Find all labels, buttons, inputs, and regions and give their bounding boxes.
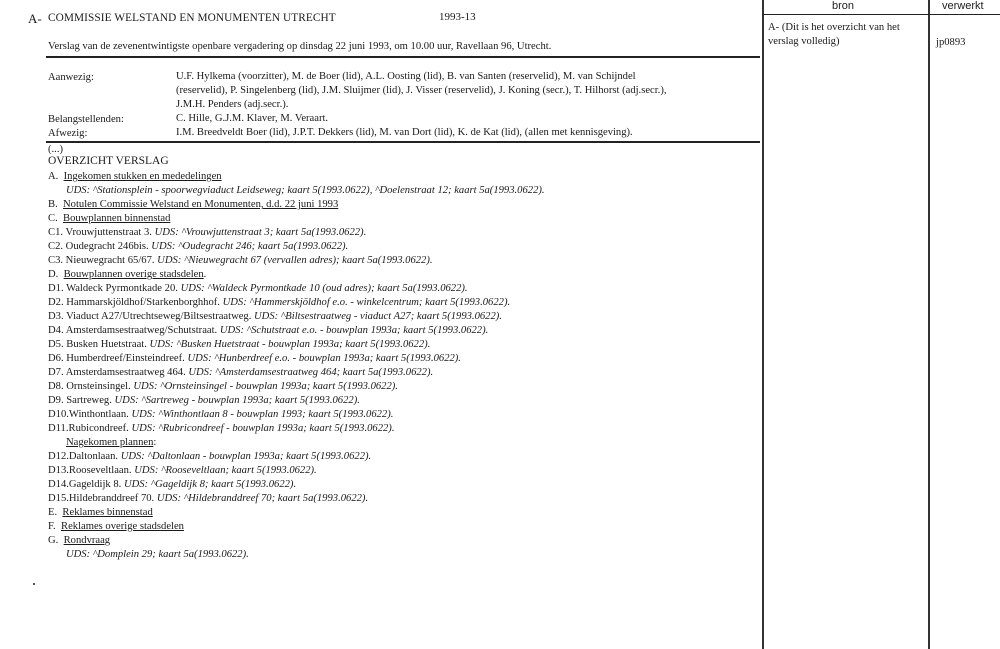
item-name: Winthontlaan. [68,409,129,420]
attendance-divider [46,141,760,143]
present-label: Aanwezig: [48,72,94,83]
item-uds: UDS: ^Hunberdreef e.o. - bouwplan 1993a; kaart 5(1993.0622). [187,353,461,364]
section-g-code: G. [48,535,59,546]
item-name: Viaduct A27/Utrechtseweg/Biltsestraatweg. [66,311,252,322]
item-uds: UDS: ^Amsterdamsestraatweg 464; kaart 5a(1993.0622). [188,367,434,378]
section-a-title: Ingekomen stukken en mededelingen [63,171,222,182]
list-item [48,324,488,337]
section-d [48,268,206,281]
section-g-title: Rondvraag [63,535,111,546]
bron-header: bron [832,0,855,12]
item-name: Busken Huetstraat. [66,339,147,350]
section-e-title: Reklames binnenstad [62,507,153,518]
item-name: Waldeck Pyrmontkade 20. [66,283,178,294]
stakeholders-label: Belangstellenden: [48,114,124,125]
section-e-code: E. [48,507,58,518]
item-code: D2. [48,297,64,308]
section-d-title: Bouwplannen overige stadsdelen [63,269,204,280]
item-code: C1. [48,227,64,238]
panel-middle-border [928,0,930,649]
item-code: D6. [48,353,64,364]
list-item [48,478,296,491]
item-uds: UDS: ^Schutstraat e.o. - bouwplan 1993a; kaart 5(1993.0622). [219,325,489,336]
verwerkt-header: verwerkt [942,0,984,12]
section-d-code: D. [48,269,59,280]
item-name: Humberdreef/Einsteindreef. [66,353,185,364]
list-item [48,464,317,477]
item-name: Sartreweg. [66,395,112,406]
section-b-code: B. [48,199,58,210]
ellipsis: (...) [48,144,64,155]
item-uds: UDS: ^Hildebranddreef 70; kaart 5a(1993.0622). [156,493,369,504]
section-f-code: F. [48,521,56,532]
item-uds: UDS: ^Vrouwjuttenstraat 3; kaart 5a(1993.0622). [154,227,367,238]
section-g [48,534,110,547]
item-uds: UDS: ^Rubricondreef - bouwplan 1993a; kaart 5(1993.0622). [131,423,395,434]
present-line-1: U.F. Hylkema (voorzitter), M. de Boer (lid), A.L. Oosting (lid), B. van Santen (reservelid), M. van Schijndel [176,71,636,82]
item-uds: UDS: ^Sartreweg - bouwplan 1993a; kaart 5(1993.0622). [114,395,360,406]
document-title: COMMISSIE WELSTAND EN MONUMENTEN UTRECHT [48,12,336,24]
present-line-3: J.M.H. Penders (adj.secr.). [176,99,289,110]
bron-text: A- (Dit is het overzicht van het verslag volledig) [768,22,900,47]
item-code: D5. [48,339,64,350]
panel-left-border [762,0,764,649]
item-code: D1. [48,283,64,294]
late-plans-title: Nagekomen plannen [66,437,154,448]
item-uds: UDS: ^Biltsestraatweg - viaduct A27; kaart 5(1993.0622). [254,311,502,322]
item-name: Amsterdamsestraatweg/Schutstraat. [65,325,218,336]
section-f-title: Reklames overige stadsdelen [61,521,184,532]
item-name: Vrouwjuttenstraat 3. [65,227,152,238]
item-name: Oudegracht 246bis. [65,241,149,252]
item-code: D7. [48,367,64,378]
item-name: Nieuwegracht 65/67. [65,255,155,266]
item-code: D8. [48,381,64,392]
item-code: D12. [48,451,69,462]
late-plans-label [66,436,156,449]
item-code: D4. [48,325,64,336]
item-uds: UDS: ^Busken Huetstraat - bouwplan 1993a; kaart 5(1993.0622). [149,339,431,350]
item-uds: UDS: ^Waldeck Pyrmontkade 10 (oud adres); kaart 5a(1993.0622). [180,283,468,294]
item-code: D9. [48,395,64,406]
section-e [48,506,153,519]
item-name: Hammarskjöldhof/Starkenborghhof. [66,297,220,308]
list-item [48,282,468,295]
list-item [48,394,360,407]
section-b-title: Notulen Commissie Welstand en Monumenten, d.d. 22 juni 1993 [63,199,339,210]
list-item [48,310,502,323]
late-plans-suffix: : [153,437,157,448]
list-item [48,226,366,239]
section-c [48,212,170,225]
item-code: D13. [48,465,69,476]
item-name: Daltonlaan. [68,451,119,462]
section-c-title: Bouwplannen binnenstad [63,213,171,224]
list-item [48,422,394,435]
section-f [48,520,184,533]
item-code: C3. [48,255,64,266]
absent-names: I.M. Breedveldt Boer (lid), J.P.T. Dekkers (lid), M. van Dort (lid), K. de Kat (lid), (allen met kennisgeving). [176,127,633,138]
section-a-uds: UDS: ^Stationsplein - spoorwegviaduct Leidseweg; kaart 5(1993.0622), ^Doelenstraat 12; kaart 5a(1993.0622). [66,185,545,196]
item-uds: UDS: ^Oudegracht 246; kaart 5a(1993.0622). [151,241,349,252]
meeting-description: Verslag van de zevenentwintigste openbare vergadering op dinsdag 22 juni 1993, om 10.00 uur, Ravellaan 96, Utrecht. [48,41,552,52]
overview-heading: OVERZICHT VERSLAG [48,155,169,167]
title-prefix: A- [28,11,42,26]
item-code: D11. [48,423,69,434]
item-name: Gageldijk 8. [68,479,122,490]
section-g-uds: UDS: ^Domplein 29; kaart 5a(1993.0622). [66,549,249,560]
list-item [48,296,510,309]
list-item [48,380,398,393]
item-uds: UDS: ^Winthontlaan 8 - bouwplan 1993; kaart 5(1993.0622). [131,409,394,420]
item-name: Hildebranddreef 70. [68,493,155,504]
item-uds: UDS: ^Hammerskjöldhof e.o. - winkelcentrum; kaart 5(1993.0622). [222,297,511,308]
item-name: Rubicondreef. [68,423,129,434]
item-name: Ornsteinsingel. [66,381,131,392]
section-c-code: C. [48,213,58,224]
section-a [48,170,222,183]
item-uds: UDS: ^Nieuwegracht 67 (vervallen adres); kaart 5a(1993.0622). [157,255,433,266]
section-b [48,198,338,211]
item-code: D15. [48,493,69,504]
scan-speck [33,583,35,585]
present-line-2: (reservelid), P. Singelenberg (lid), J.M. Sluijmer (lid), J. Visser (reservelid), J. Koning (secr.), T. Hilhorst (adj.secr.), [176,85,667,96]
item-name: Amsterdamsestraatweg 464. [65,367,186,378]
list-item [48,450,371,463]
section-d-suffix: . [203,269,207,280]
list-item [48,352,461,365]
header-divider [46,56,760,58]
item-uds: UDS: ^Rooseveltlaan; kaart 5(1993.0622). [134,465,317,476]
list-item [48,366,433,379]
item-name: Rooseveltlaan. [68,465,132,476]
item-code: C2. [48,241,64,252]
document-number: 1993-13 [439,11,476,23]
list-item [48,254,433,267]
list-item [48,240,348,253]
item-uds: UDS: ^Gageldijk 8; kaart 5(1993.0622). [123,479,297,490]
absent-label: Afwezig: [48,128,88,139]
item-uds: UDS: ^Daltonlaan - bouwplan 1993a; kaart 5(1993.0622). [120,451,372,462]
item-code: D14. [48,479,69,490]
item-uds: UDS: ^Ornsteinsingel - bouwplan 1993a; kaart 5(1993.0622). [133,381,398,392]
item-code: D3. [48,311,64,322]
list-item [48,338,430,351]
section-a-code: A. [48,171,59,182]
panel-header-divider [762,14,1000,15]
list-item [48,408,393,421]
verwerkt-text: jp0893 [936,37,966,48]
stakeholders-names: C. Hille, G.J.M. Klaver, M. Veraart. [176,113,329,124]
list-item [48,492,368,505]
item-code: D10. [48,409,69,420]
